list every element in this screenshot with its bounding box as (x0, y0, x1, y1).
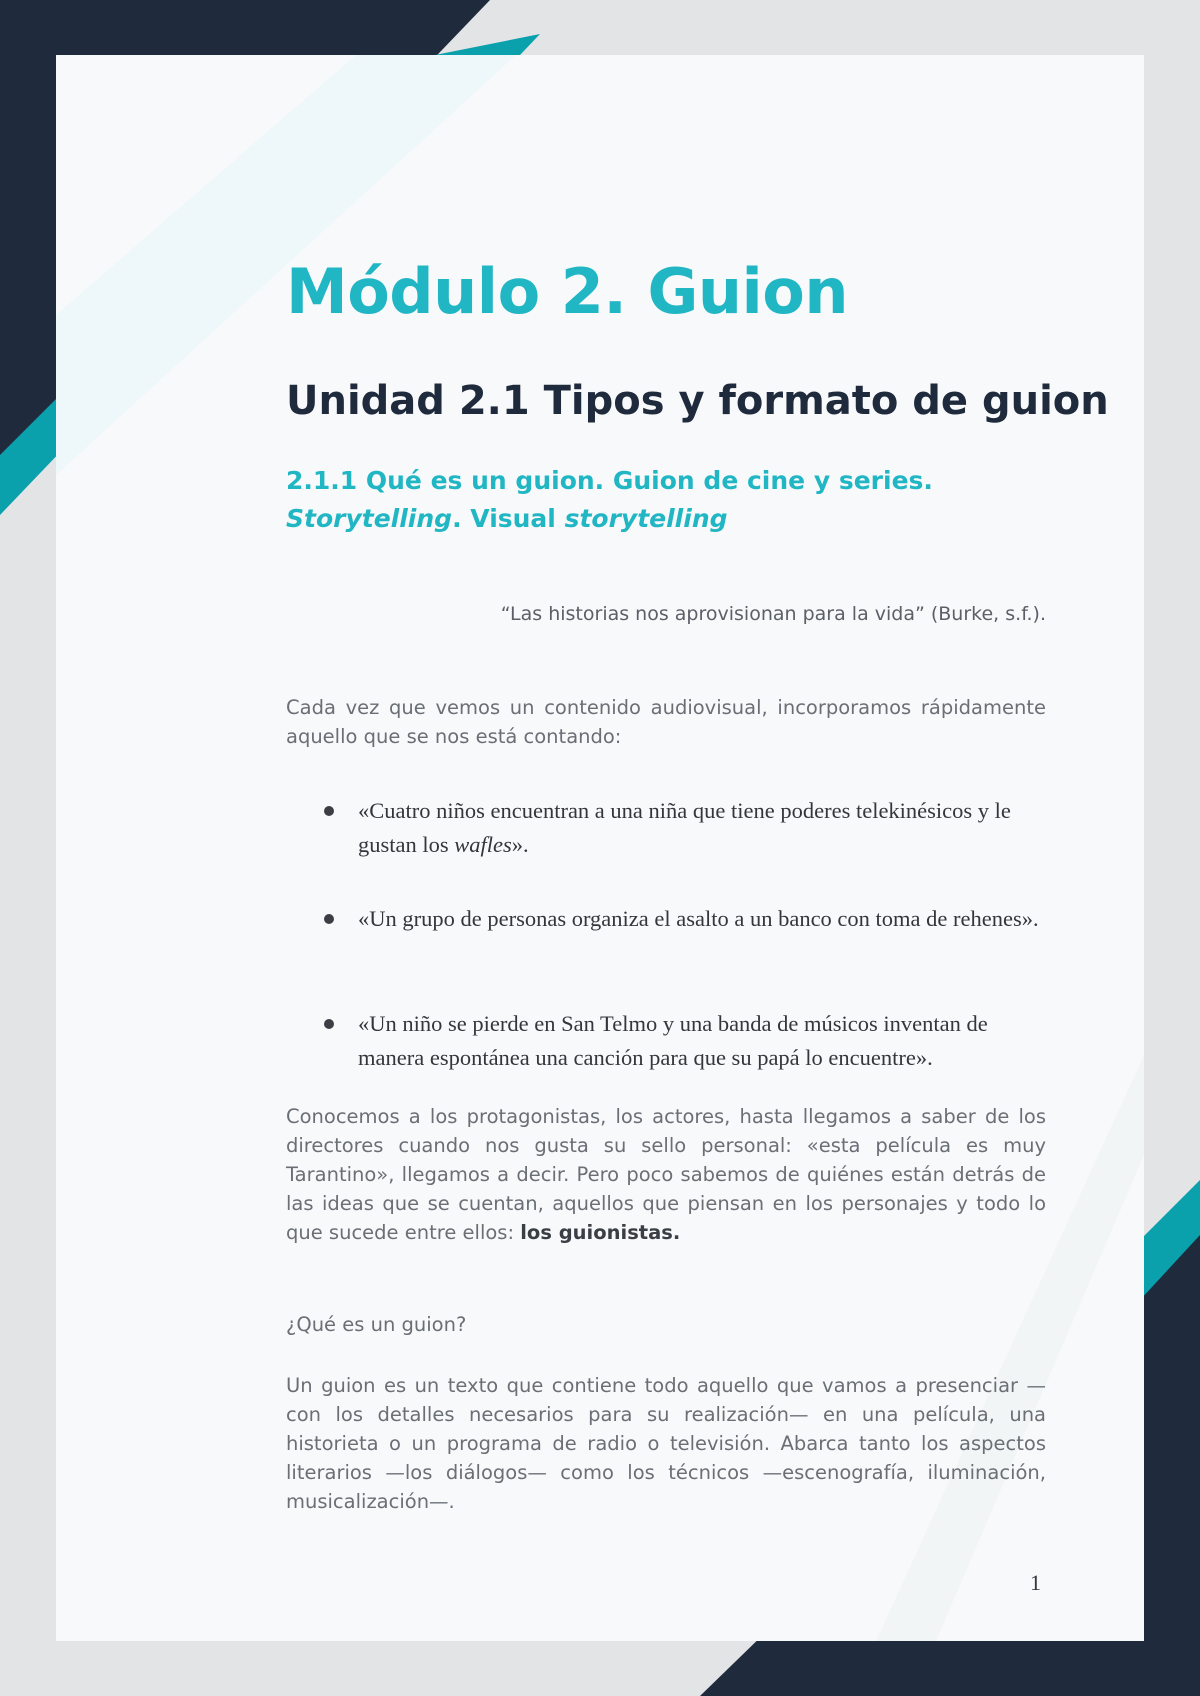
paragraph-text: Conocemos a los protagonistas, los actores, hasta llegamos a saber de los directores cuando nos gusta su sello personal: «esta película es muy Tarantino», llegamos a decir. Pero poco sabemos de quiénes están detrás de las ideas que se cuentan, aquellos que piensan en los personajes y todo lo que sucede entre ellos: (286, 1105, 1046, 1244)
question-heading: ¿Qué es un guion? (286, 1313, 467, 1336)
list-item-end: ». (511, 832, 529, 857)
body-paragraph-protagonists (286, 1102, 1046, 1247)
list-item: «Un grupo de personas organiza el asalto a un banco con toma de rehenes». (358, 906, 1039, 931)
bullet-dot (324, 914, 334, 924)
list-item (358, 794, 1058, 862)
section-subheading (286, 462, 1066, 538)
page-number: 1 (1030, 1570, 1041, 1595)
list-item-italic: wafles (454, 832, 512, 857)
list-item: «Un niño se pierde en San Telmo y una banda de músicos inventan de manera espontánea una canción para que su papá lo encuentre». (358, 1011, 988, 1070)
epigraph-quote: “Las historias nos aprovisionan para la vida” (Burke, s.f.). (500, 603, 1046, 625)
subheading-italic2: storytelling (564, 504, 728, 533)
bullet-dot (324, 806, 334, 816)
subheading-part2: . Visual (452, 504, 565, 533)
subheading-part1: 2.1.1 Qué es un guion. Guion de cine y series. (286, 466, 933, 495)
list-item-text: «Cuatro niños encuentran a una niña que tiene poderes telekinésicos y le gustan los (358, 798, 1011, 857)
bullet-dot (324, 1019, 334, 1029)
body-paragraph-definition: Un guion es un texto que contiene todo aquello que vamos a presenciar —con los detalles necesarios para su realización— en una película, una historieta o un programa de radio o televisión. Abarca tanto los aspectos literarios —los diálogos— como los técnicos —escenografía, iluminación, musicalización—. (286, 1374, 1046, 1513)
subheading-italic1: Storytelling (286, 504, 453, 533)
paragraph-bold: los guionistas. (520, 1221, 681, 1244)
intro-paragraph: Cada vez que vemos un contenido audiovisual, incorporamos rápidamente aquello que se nos está contando: (286, 696, 1046, 748)
unit-heading: Unidad 2.1 Tipos y formato de guion (286, 378, 1109, 424)
page-title: Módulo 2. Guion (286, 255, 849, 328)
